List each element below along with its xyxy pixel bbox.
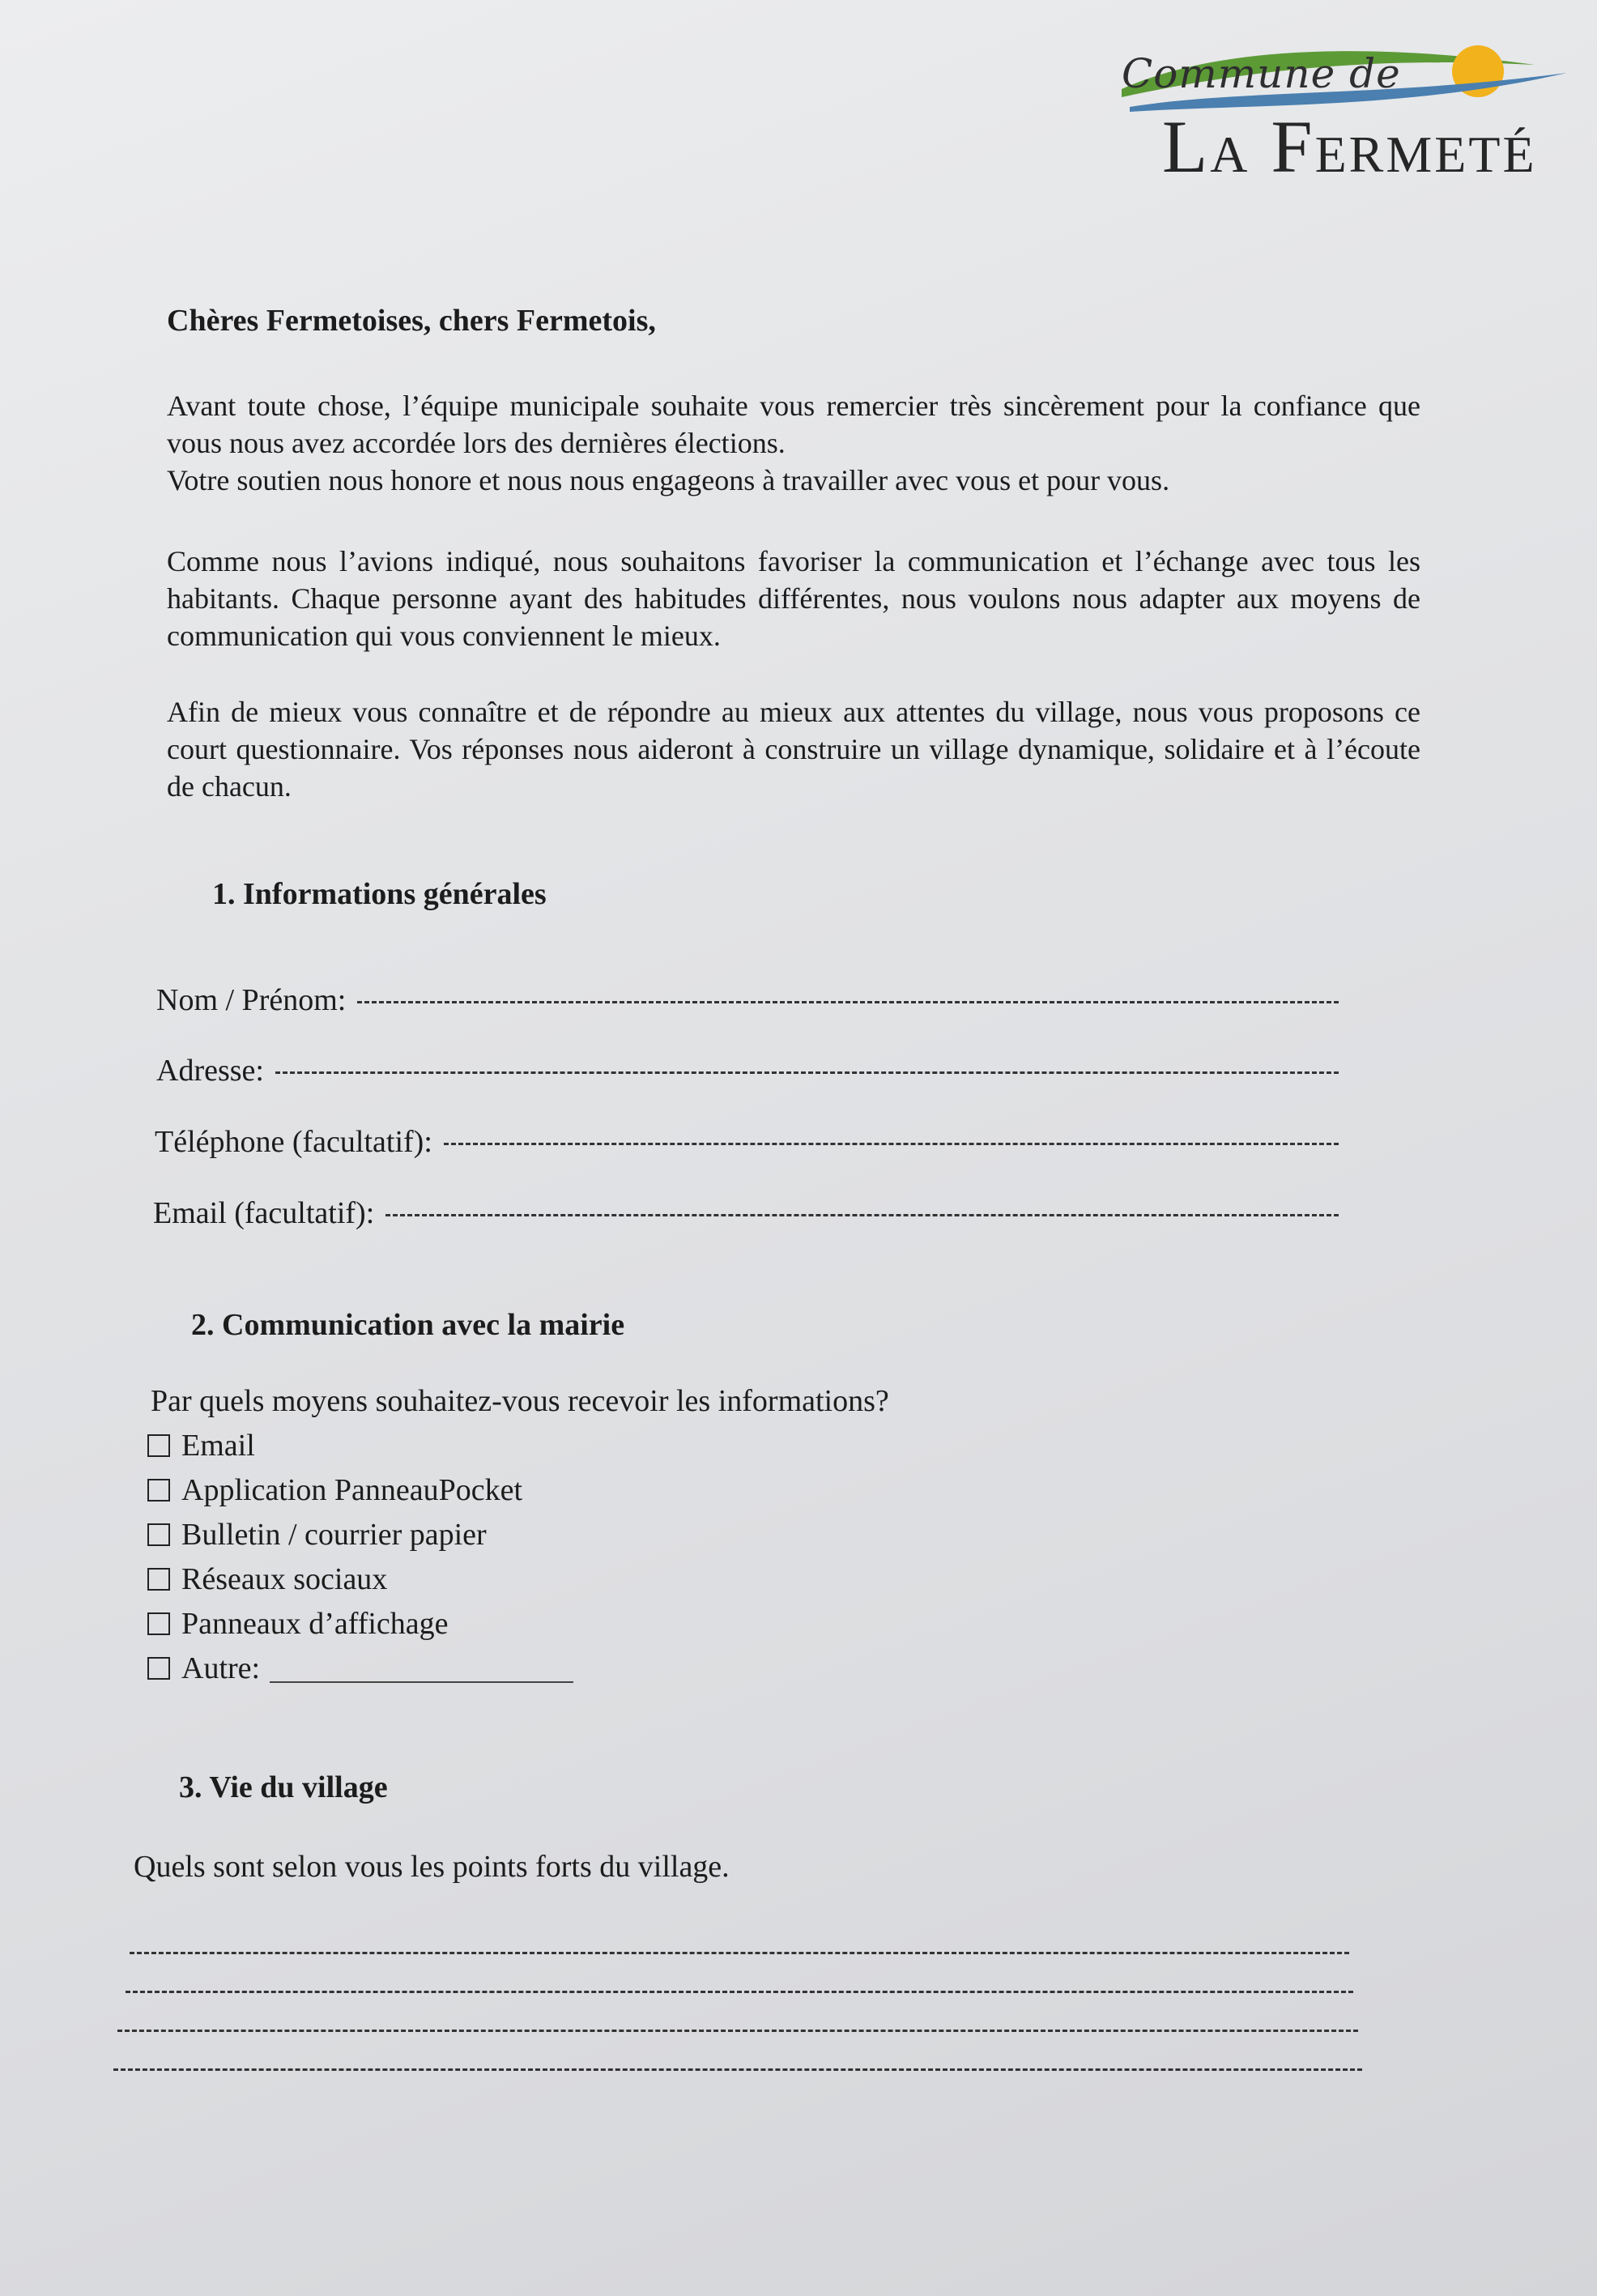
paragraph-text: Votre soutien nous honore et nous nous engageons à travailler avec vous et pour vous. (167, 464, 1170, 496)
paragraph-text: Comme nous l’avions indiqué, nous souhaitons favoriser la communication et l’échange avec tous les habitants. Chaque personne ayant des habitudes différentes, nous voulons nous adapter aux moyens de communication qui vous conviennent le mieux. (167, 545, 1420, 652)
phone-field-label: Téléphone (facultatif): (155, 1125, 432, 1159)
option-email[interactable] (147, 1423, 573, 1467)
section-1-title: 1. Informations générales (212, 877, 547, 911)
communication-options (147, 1423, 573, 1690)
option-panneaupocket[interactable] (147, 1467, 573, 1512)
option-notice-boards[interactable] (147, 1601, 573, 1646)
email-input-line[interactable] (385, 1214, 1339, 1216)
answer-line[interactable] (117, 2030, 1358, 2032)
other-input-line[interactable] (270, 1654, 573, 1683)
answer-line[interactable] (126, 1991, 1353, 1993)
checkbox[interactable] (147, 1612, 170, 1635)
name-field-label: Nom / Prénom: (156, 983, 347, 1017)
section-3-title: 3. Vie du village (179, 1770, 388, 1804)
option-social-networks[interactable] (147, 1557, 573, 1601)
email-field[interactable] (153, 1195, 1339, 1231)
name-field[interactable] (156, 982, 1339, 1018)
checkbox[interactable] (147, 1568, 170, 1591)
option-label: Bulletin / courrier papier (181, 1517, 487, 1552)
intro-paragraph-2 (167, 543, 1420, 654)
phone-field[interactable] (155, 1124, 1339, 1160)
checkbox[interactable] (147, 1523, 170, 1546)
option-label: Autre: (181, 1651, 261, 1685)
communication-question: Par quels moyens souhaitez-vous recevoir les informations? (151, 1384, 889, 1418)
option-bulletin[interactable] (147, 1512, 573, 1557)
checkbox[interactable] (147, 1657, 170, 1680)
address-field-label: Adresse: (156, 1054, 264, 1088)
phone-input-line[interactable] (444, 1143, 1339, 1145)
checkbox[interactable] (147, 1434, 170, 1457)
logo-top-text: Commune de (1122, 50, 1401, 97)
address-input-line[interactable] (275, 1071, 1339, 1074)
greeting: Chères Fermetoises, chers Fermetois, (167, 304, 656, 338)
intro-paragraph-1 (167, 387, 1420, 499)
answer-line[interactable] (113, 2068, 1362, 2071)
logo-commune-name: La Fermeté (1162, 105, 1537, 188)
option-label: Email (181, 1428, 255, 1463)
paragraph-text: Avant toute chose, l’équipe municipale souhaite vous remercier très sincèrement pour la confiance que vous nous avez accordée lors des dernières élections. (167, 390, 1420, 459)
address-field[interactable] (156, 1053, 1339, 1088)
commune-logo (1114, 32, 1567, 186)
option-label: Panneaux d’affichage (181, 1606, 449, 1641)
checkbox[interactable] (147, 1479, 170, 1502)
intro-paragraph-3 (167, 693, 1420, 805)
answer-line[interactable] (130, 1952, 1349, 1954)
option-label: Application PanneauPocket (181, 1472, 523, 1507)
section-2-title: 2. Communication avec la mairie (191, 1308, 625, 1342)
name-input-line[interactable] (357, 1001, 1339, 1003)
strengths-question: Quels sont selon vous les points forts du village. (134, 1850, 730, 1884)
option-other[interactable] (147, 1646, 573, 1690)
email-field-label: Email (facultatif): (153, 1196, 375, 1230)
option-label: Réseaux sociaux (181, 1561, 388, 1596)
paragraph-text: Afin de mieux vous connaître et de répondre au mieux aux attentes du village, nous vous proposons ce court questionnaire. Vos réponses nous aideront à construire un village dynamique, solidaire et à l’écoute de chacun. (167, 696, 1420, 803)
